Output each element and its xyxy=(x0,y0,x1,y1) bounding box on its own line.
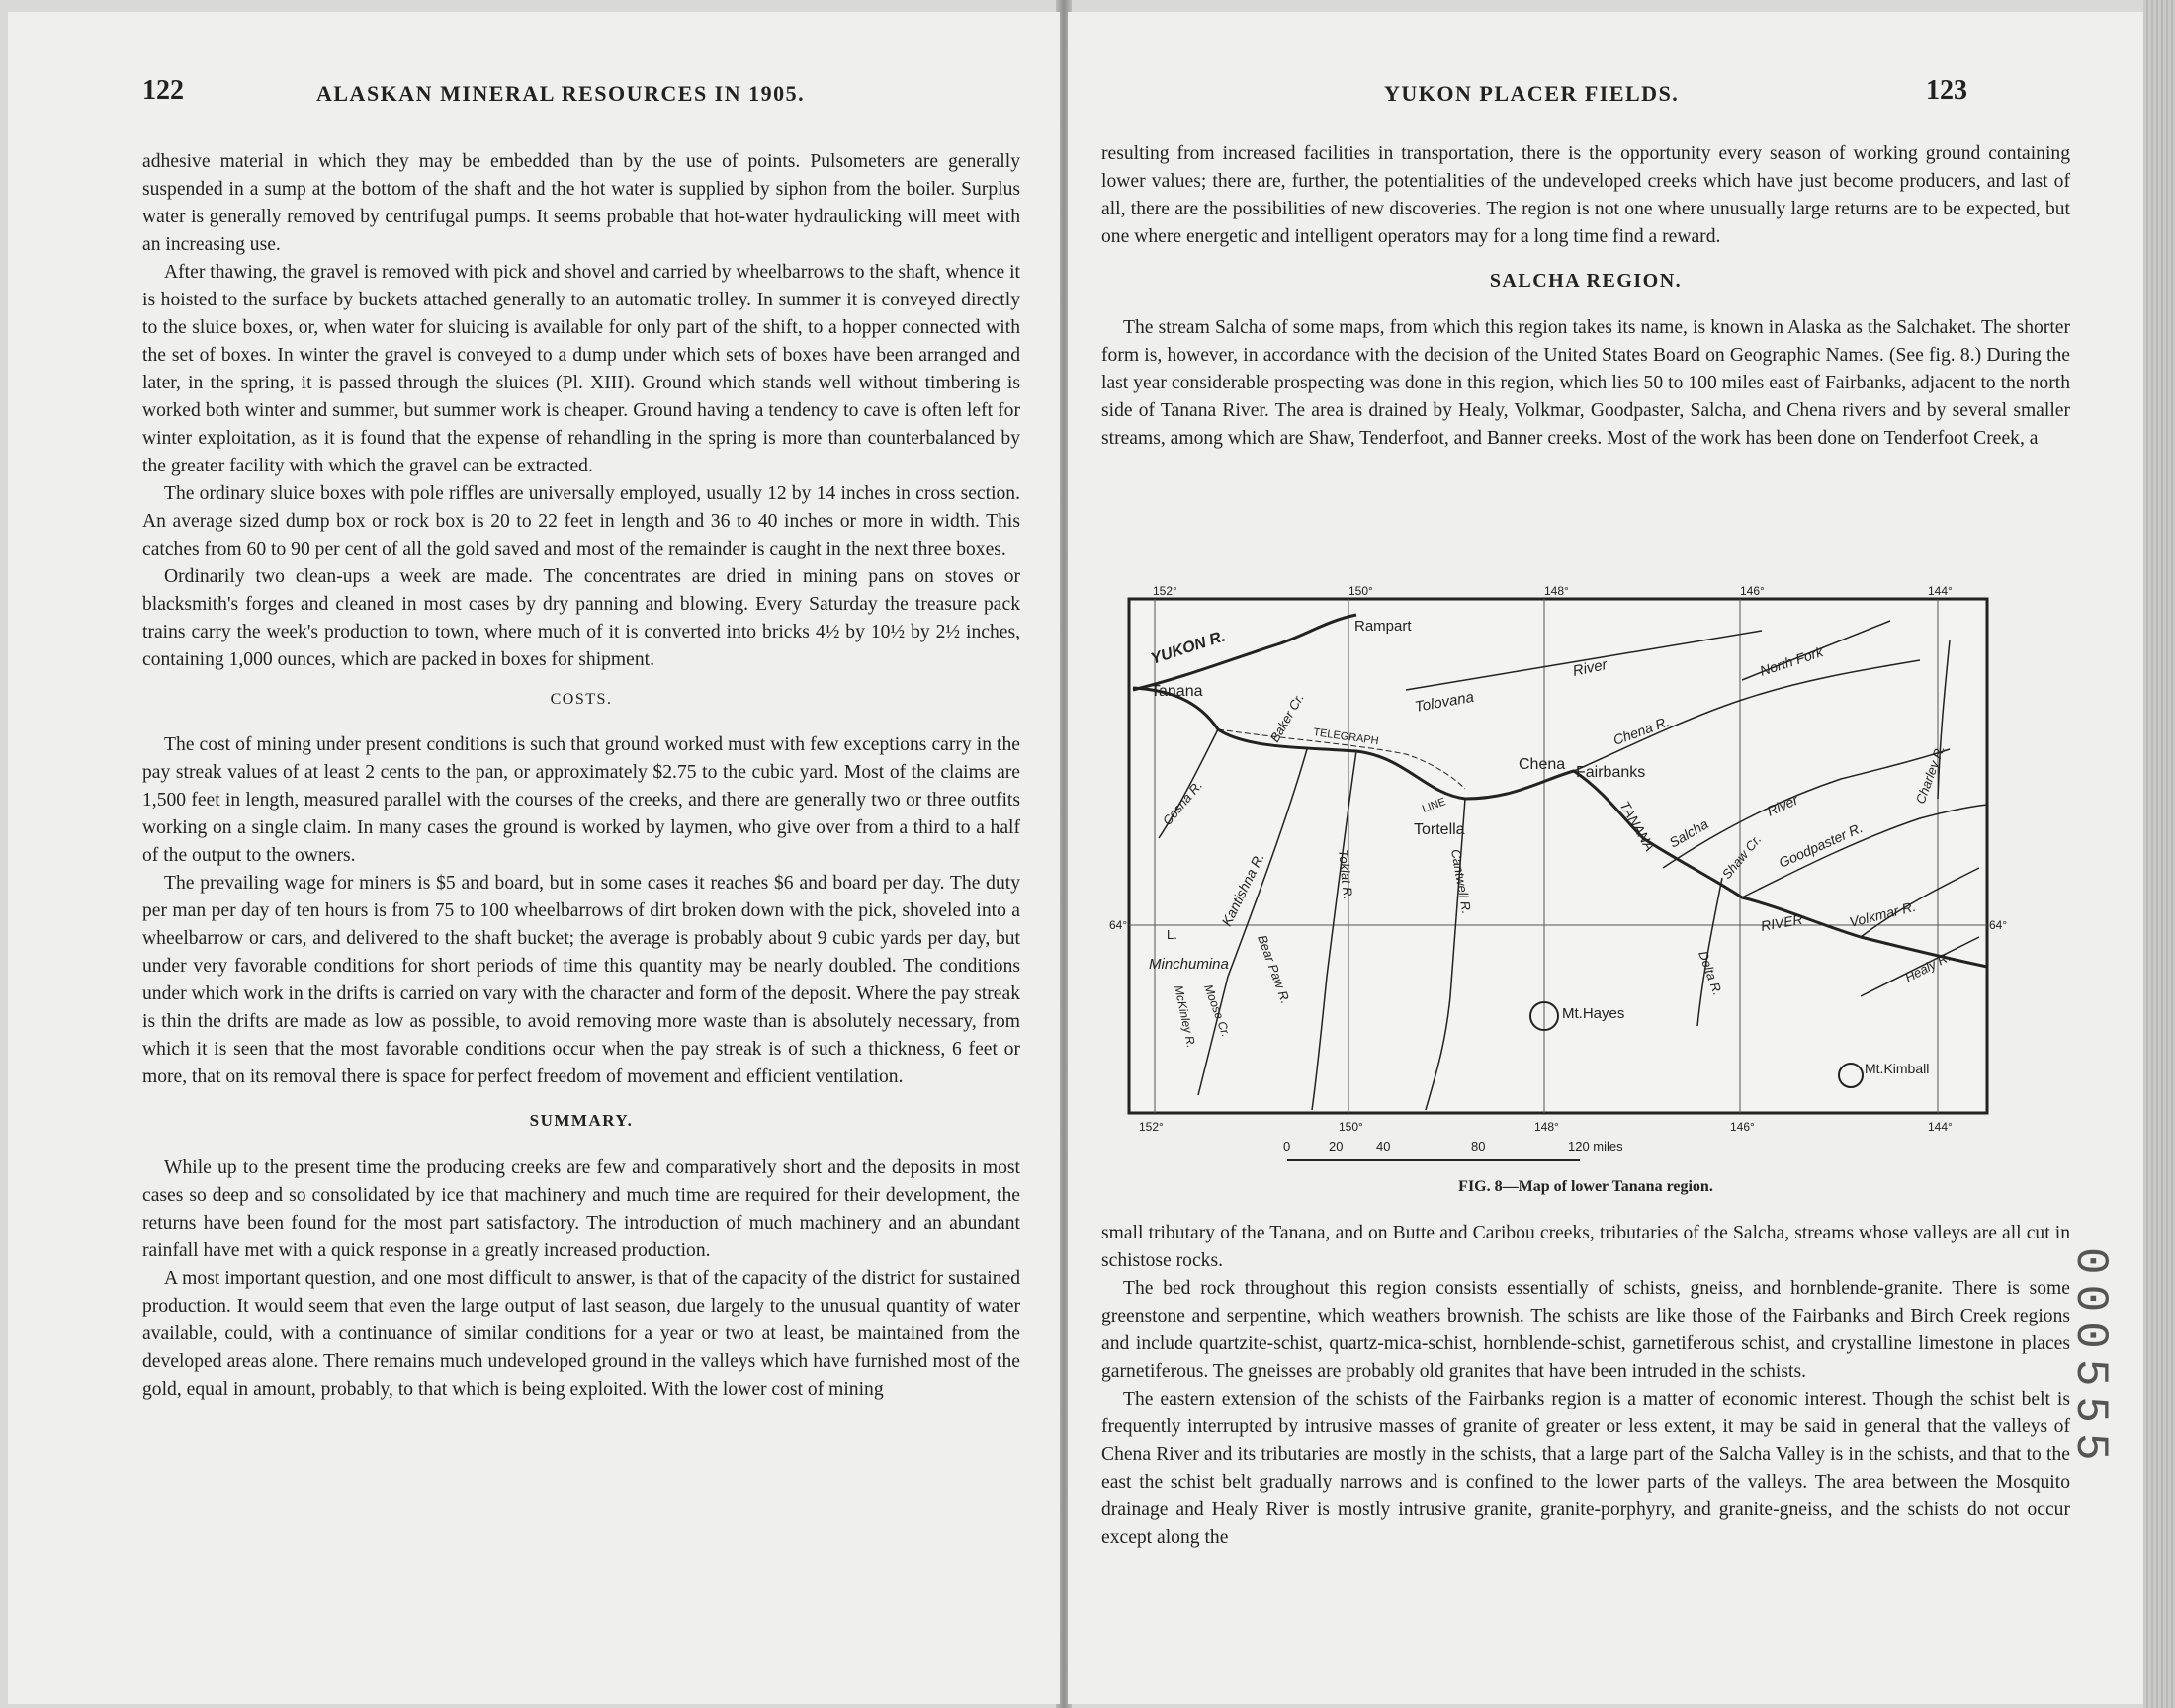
left-running-header: ALASKAN MINERAL RESOURCES IN 1905. xyxy=(316,81,806,106)
longitude-label: 146° xyxy=(1730,1120,1755,1134)
river-label: Bear Paw R. xyxy=(1255,932,1294,1006)
river-label: YUKON R. xyxy=(1148,628,1228,668)
river-label: TANANA xyxy=(1616,798,1659,854)
page-edges xyxy=(2143,0,2175,1708)
longitude-label: 152° xyxy=(1153,584,1177,598)
place-label: Rampart xyxy=(1354,618,1412,635)
paragraph: The bed rock throughout this region consists essentially of schists, gneiss, and hornblende-granite. There is some greenstone and serpentine, which weathers brownish. The schists are like those of the Fairbanks and Birch Creek regions and include quartzite-schist, quartz-mica-schist, hornblende-schist, garnetiferous schist, and crystalline limestone in places garnetiferous. The gneisses are probably old granites that have been intruded in the schists. xyxy=(1101,1278,2070,1382)
river-label: Charley R. xyxy=(1912,743,1948,807)
river-label: Healy R. xyxy=(1902,948,1954,985)
longitude-label: 146° xyxy=(1740,584,1765,598)
paragraph: The cost of mining under present conditions is such that ground worked must with few exceptions carry in the pay streak values of at least 2 cents to the pan, or approximately $2.75 to the cubic yard. Most of the claims are 1,500 feet in length, measured parallel with the courses of the creeks, and there are generally two or three outfits working on a single claim. In many cases the ground is worked by laymen, who give over from a third to a half of the output to the owners. xyxy=(142,734,1020,866)
longitude-label: 148° xyxy=(1534,1120,1559,1134)
longitude-label: 144° xyxy=(1928,584,1953,598)
paragraph: resulting from increased facilities in transportation, there is the opportunity every season of working ground containing lower values; there are, further, the potentialities of the undeveloped creeks which have just become producers, and last of all, there are the possibilities of new discoveries. The region is not one where unusually large returns are to be expected, but one where energetic and intelligent operators may for a long time find a reward. xyxy=(1101,143,2070,247)
river-label: Baker Cr. xyxy=(1266,690,1307,745)
river-label: Kantishna R. xyxy=(1218,850,1267,929)
left-page xyxy=(8,12,1060,1704)
scale-tick: 80 xyxy=(1471,1139,1486,1153)
river-label: Shaw Cr. xyxy=(1718,831,1765,882)
place-label: L. xyxy=(1167,927,1177,942)
right-page-number: 123 xyxy=(1926,75,1967,106)
tanana-region-map xyxy=(1109,581,2060,1154)
latitude-label: 64° xyxy=(1109,918,1128,932)
river-label: River xyxy=(1571,656,1610,680)
scale-tick: 40 xyxy=(1376,1139,1391,1153)
river-label: Salcha xyxy=(1666,815,1711,851)
river-label: McKinley R. xyxy=(1172,983,1199,1050)
heading-salcha-region: SALCHA REGION. xyxy=(1489,270,1683,292)
paragraph: After thawing, the gravel is removed with pick and shovel and carried by wheelbarrows to the shaft, whence it is hoisted to the surface by buckets attached generally to an automatic trolley. In summer it is conveyed directly to the sluice boxes, or, when water for sluicing is available for only part of the shift, to a hopper connected with the set of boxes. In winter the gravel is conveyed to a dump under which sets of boxes have been arranged and later, in the spring, it is passed through the sluices (Pl. XIII). Ground which stands well without timbering is worked both winter and summer, but summer work is cheaper. Ground having a tendency to cave is often left for winter exploitation, as it is found that the expense of rehandling in the spring is more than counterbalanced by the greater facility with which the gravel can be extracted. xyxy=(142,262,1020,476)
figure-caption: FIG. 8—Map of lower Tanana region. xyxy=(1458,1178,1713,1195)
right-running-header: YUKON PLACER FIELDS. xyxy=(1384,81,1680,106)
longitude-label: 152° xyxy=(1139,1120,1164,1134)
paragraph: adhesive material in which they may be embedded than by the use of points. Pulsometers are generally suspended in a sump at the bottom of the shaft and the hot water is supplied by siphon from the boiler. Surplus water is generally removed by centrifugal pumps. It seems probable that hot-water hydraulicking will meet with an increasing use. xyxy=(142,151,1020,255)
river-label: Chena R. xyxy=(1610,713,1672,748)
paragraph: small tributary of the Tanana, and on Butte and Caribou creeks, tributaries of the Salcha, streams whose valleys are all cut in schistose rocks. xyxy=(1101,1223,2070,1271)
paragraph: While up to the present time the producing creeks are few and comparatively short and the deposits in most cases so deep and so consolidated by ice that machinery and much time are required for their development, the returns have been found for the most part satisfactory. The introduction of much machinery and an abundant rainfall have met with a quick response in a greatly increased production. xyxy=(142,1157,1020,1261)
paragraph: The eastern extension of the schists of the Fairbanks region is a matter of economic interest. Though the schist belt is frequently interrupted by intrusive masses of granite of greater or less extent, it may be said in general that the valleys of Chena River and its tributaries are mostly in the schists, that a large part of the Salcha Valley is in the schists, and that to the east the schist belt gradually narrows and is confined to the lower parts of the valleys. The area between the Mosquito drainage and Healy River is mostly intrusive granite, granite-porphyry, and granite-gneiss, and the schists do not occur except along the xyxy=(1101,1389,2070,1548)
river-label: Cantwell R. xyxy=(1448,847,1475,915)
place-label: Tanana xyxy=(1151,683,1203,700)
scale-tick: 120 miles xyxy=(1568,1139,1623,1153)
river-label: River xyxy=(1764,791,1801,819)
longitude-label: 150° xyxy=(1339,1120,1363,1134)
paragraph: The stream Salcha of some maps, from which this region takes its name, is known in Alaska as the Salchaket. The shorter form is, however, in accordance with the decision of the United States Board on Geographic Names. (See fig. 8.) During the last year considerable prospecting was done in this region, which lies 50 to 100 miles east of Fairbanks, adjacent to the north side of Tanana River. The area is drained by Healy, Volkmar, Goodpaster, Salcha, and Chena rivers and by several smaller streams, among which are Shaw, Tenderfoot, and Banner creeks. Most of the work has been done on Tenderfoot Creek, a xyxy=(1101,317,2070,449)
scale-tick: 0 xyxy=(1283,1139,1291,1153)
paragraph: The prevailing wage for miners is $5 and board, but in some cases it reaches $6 and board per day. The duty per man per day of ten hours is from 75 to 100 wheelbarrows of dirt broken down with the pick, shoveled into a wheelbarrow or cars, and delivered to the shaft bucket; the average is probably about 9 cubic yards per day, but under very favorable conditions for short periods of time this quantity may be nearly doubled. The conditions under which work in the drifts is carried on vary with the character and form of the deposit. Where the pay streak is thin the drifts are made as low as possible, to avoid removing more waste than is absolutely necessary, from which it is seen that the most favorable conditions occur when the pay streak is of such a thickness, 6 feet or more, that on its removal there is space for perfect freedom of movement and efficient ventilation. xyxy=(142,873,1020,1087)
river-label: Moose Cr. xyxy=(1201,982,1234,1039)
map-figure xyxy=(1109,581,2060,1154)
longitude-label: 150° xyxy=(1348,584,1373,598)
river-label: RIVER xyxy=(1759,910,1804,934)
river-label: Goodpaster R. xyxy=(1776,819,1866,871)
heading-summary: SUMMARY. xyxy=(529,1111,634,1130)
river-label: Volkmar R. xyxy=(1847,897,1918,930)
river-label: Delta R. xyxy=(1696,948,1726,998)
right-text-column-top xyxy=(1101,140,2070,453)
latitude-label: 64° xyxy=(1989,918,2008,932)
longitude-label: 148° xyxy=(1544,584,1569,598)
longitude-label: 144° xyxy=(1928,1120,1953,1134)
map-scale-bar xyxy=(1283,1135,1698,1174)
paragraph: Ordinarily two clean-ups a week are made. The concentrates are dried in mining pans on stoves or blacksmith's forges and cleaned in most cases by dry panning and blowing. Every Saturday the treasure pack trains carry the week's production to town, where much of it is converted into bricks 4½ by 10½ by 2½ inches, containing 1,000 ounces, which are packed in boxes for shipment. xyxy=(142,566,1020,670)
river-label: Toklat R. xyxy=(1336,848,1356,900)
scale-tick: 20 xyxy=(1329,1139,1344,1153)
left-text-column xyxy=(142,148,1020,1404)
archive-stamp: 000555 xyxy=(2064,1247,2116,1471)
place-label: Mt.Kimball xyxy=(1865,1061,1930,1076)
river-label: Tolovana xyxy=(1413,688,1476,716)
right-text-column-bottom xyxy=(1101,1220,2070,1552)
place-label: Tortella xyxy=(1414,821,1465,838)
left-page-number: 122 xyxy=(142,75,184,106)
paragraph: The ordinary sluice boxes with pole riffles are universally employed, usually 12 by 14 inches in cross section. An average sized dump box or rock box is 20 to 22 feet in length and 36 to 40 inches or more in width. This catches from 60 to 90 per cent of all the gold saved and most of the remainder is caught in the next three boxes. xyxy=(142,483,1020,559)
place-label: Mt.Hayes xyxy=(1562,1005,1625,1022)
right-page xyxy=(1068,12,2143,1704)
river-label: North Fork xyxy=(1757,643,1825,679)
heading-costs: COSTS. xyxy=(550,691,613,708)
place-label: Chena xyxy=(1519,756,1566,773)
paragraph: A most important question, and one most difficult to answer, is that of the capacity of the district for sustained production. It would seem that even the large output of last season, due largely to the unusual quantity of water available, could, with a continuance of similar conditions for a year or two at least, be maintained from the developed areas alone. There remains much undeveloped ground in the valleys which have furnished most of the gold, equal in amount, probably, to that which is being exploited. With the lower cost of mining xyxy=(142,1268,1020,1400)
place-label: Minchumina xyxy=(1149,956,1229,973)
river-label: Cosna R. xyxy=(1159,777,1206,828)
place-label: Fairbanks xyxy=(1576,764,1646,781)
telegraph-label: LINE xyxy=(1420,796,1448,815)
telegraph-label: TELEGRAPH xyxy=(1312,726,1380,748)
